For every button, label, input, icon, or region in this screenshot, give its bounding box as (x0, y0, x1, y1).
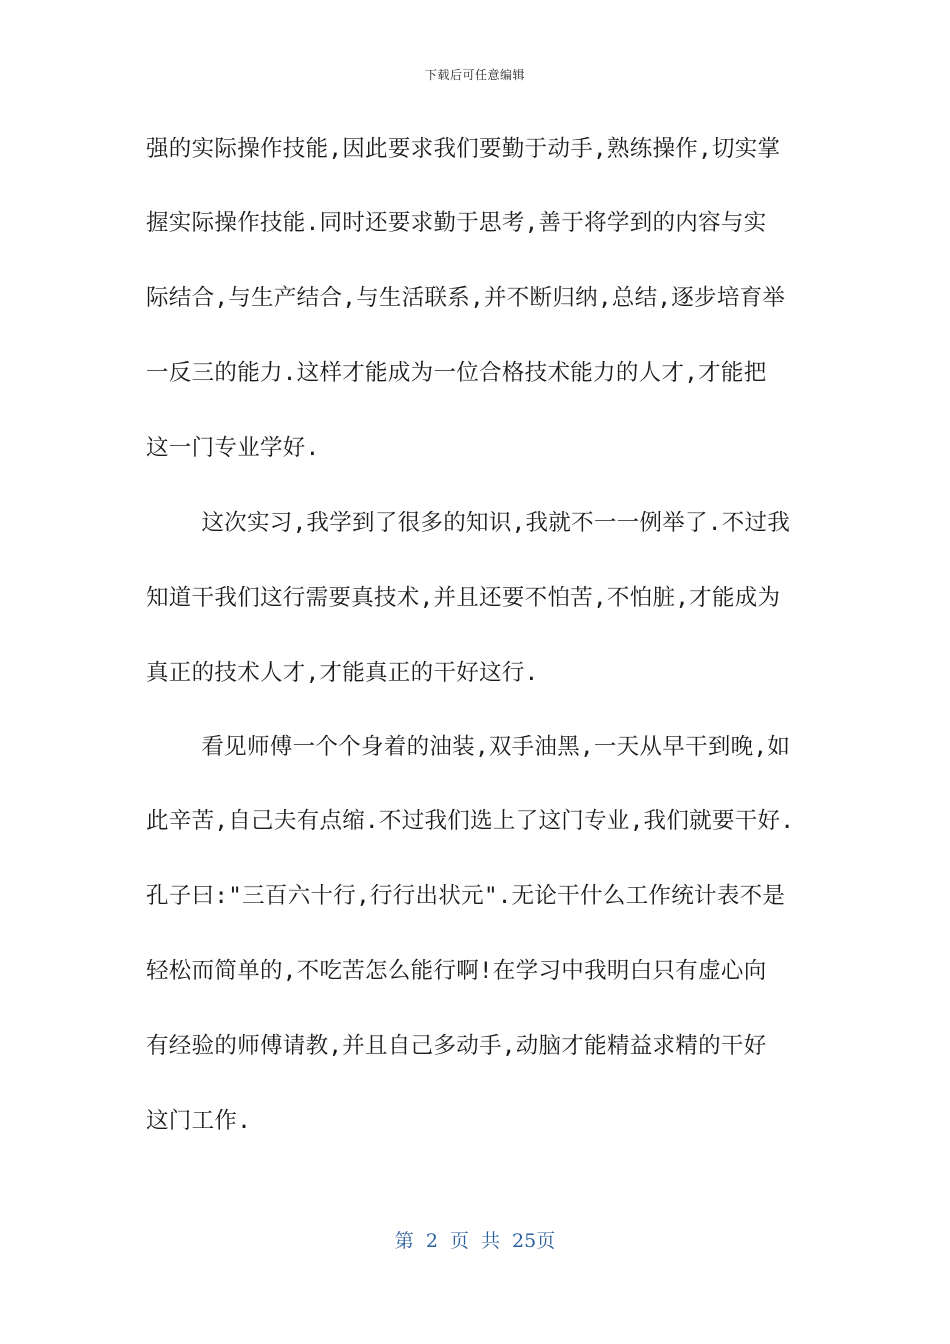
body-line: 这门工作. (146, 1108, 252, 1134)
body-line: 轻松而简单的,不吃苦怎么能行啊!在学习中我明白只有虚心向 (146, 958, 767, 984)
page-header: 下载后可任意编辑 (424, 68, 525, 82)
body-line: 这一门专业学好. (146, 435, 320, 461)
body-line: 际结合,与生产结合,与生活联系,并不断归纳,总结,逐步培育举 (146, 285, 786, 311)
body-line: 强的实际操作技能,因此要求我们要勤于动手,熟练操作,切实掌 (146, 136, 781, 162)
body-line: 看见师傅一个个身着的油装,双手油黑,一天从早干到晚,如 (146, 734, 791, 760)
body-line: 握实际操作技能.同时还要求勤于思考,善于将学到的内容与实 (146, 210, 767, 236)
body-line: 真正的技术人才,才能真正的干好这行. (146, 660, 539, 686)
body-line: 一反三的能力.这样才能成为一位合格技术能力的人才,才能把 (146, 360, 767, 386)
body-line: 孔子曰:"三百六十行,行行出状元".无论干什么工作统计表不是 (146, 883, 786, 909)
page-number-footer: 第 2 页 共 25页 (394, 1230, 556, 1252)
body-line: 有经验的师傅请教,并且自己多动手,动脑才能精益求精的干好 (146, 1033, 767, 1059)
body-line: 此辛苦,自己夫有点缩.不过我们选上了这门专业,我们就要干好. (146, 808, 795, 834)
body-line: 这次实习,我学到了很多的知识,我就不一一例举了.不过我 (146, 510, 791, 536)
body-line: 知道干我们这行需要真技术,并且还要不怕苦,不怕脏,才能成为 (146, 585, 781, 611)
